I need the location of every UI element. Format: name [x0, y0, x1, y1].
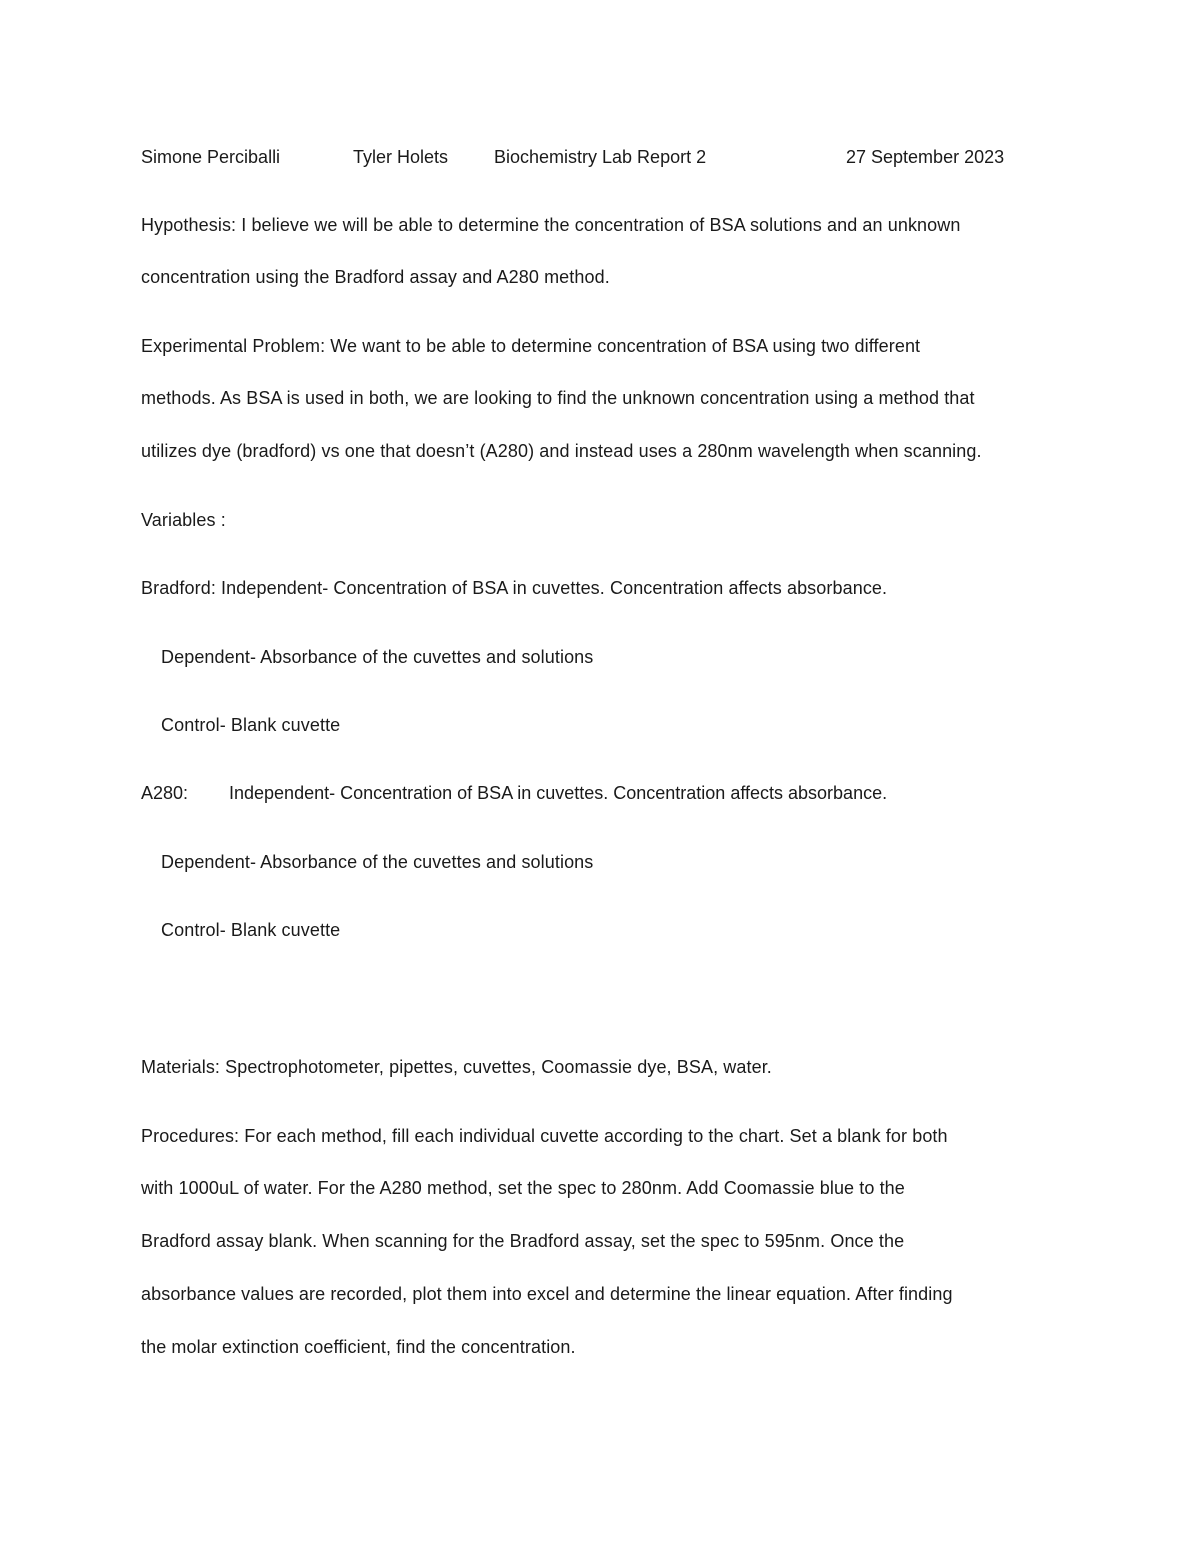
report-date: 27 September 2023 — [846, 147, 1005, 167]
problem-line-3: utilizes dye (bradford) vs one that doesn’t (A280) and instead uses a 280nm wavelength when scanning. — [141, 441, 982, 461]
procedures-line-5: the molar extinction coefficient, find the concentration. — [141, 1337, 576, 1357]
procedures-line-1: Procedures: For each method, fill each individual cuvette according to the chart. Set a blank for both — [141, 1126, 948, 1146]
materials: Materials: Spectrophotometer, pipettes, cuvettes, Coomassie dye, BSA, water. — [141, 1057, 772, 1077]
procedures-line-4: absorbance values are recorded, plot them into excel and determine the linear equation. After finding — [141, 1284, 953, 1304]
procedures-line-2: with 1000uL of water. For the A280 method, set the spec to 280nm. Add Coomassie blue to the — [141, 1178, 905, 1198]
author-1: Simone Perciballi — [141, 147, 281, 167]
a280-label: A280: — [141, 783, 189, 803]
report-title: Biochemistry Lab Report 2 — [494, 147, 707, 167]
hypothesis-line-1: Hypothesis: I believe we will be able to determine the concentration of BSA solutions and an unknown — [141, 215, 961, 235]
hypothesis-line-2: concentration using the Bradford assay and A280 method. — [141, 267, 610, 287]
bradford-dependent: Dependent- Absorbance of the cuvettes and solutions — [161, 647, 594, 667]
variables-heading: Variables : — [141, 510, 226, 530]
problem-line-1: Experimental Problem: We want to be able to determine concentration of BSA using two different — [141, 336, 921, 356]
author-2: Tyler Holets — [353, 147, 449, 167]
bradford-control: Control- Blank cuvette — [161, 715, 341, 735]
a280-dependent: Dependent- Absorbance of the cuvettes and solutions — [161, 852, 594, 872]
bradford-independent: Bradford: Independent- Concentration of BSA in cuvettes. Concentration affects absorbance. — [141, 578, 888, 598]
procedures-line-3: Bradford assay blank. When scanning for the Bradford assay, set the spec to 595nm. Once the — [141, 1231, 905, 1251]
a280-control: Control- Blank cuvette — [161, 920, 341, 940]
a280-independent: Independent- Concentration of BSA in cuvettes. Concentration affects absorbance. — [229, 783, 888, 803]
problem-line-2: methods. As BSA is used in both, we are looking to find the unknown concentration using a method that — [141, 388, 975, 408]
